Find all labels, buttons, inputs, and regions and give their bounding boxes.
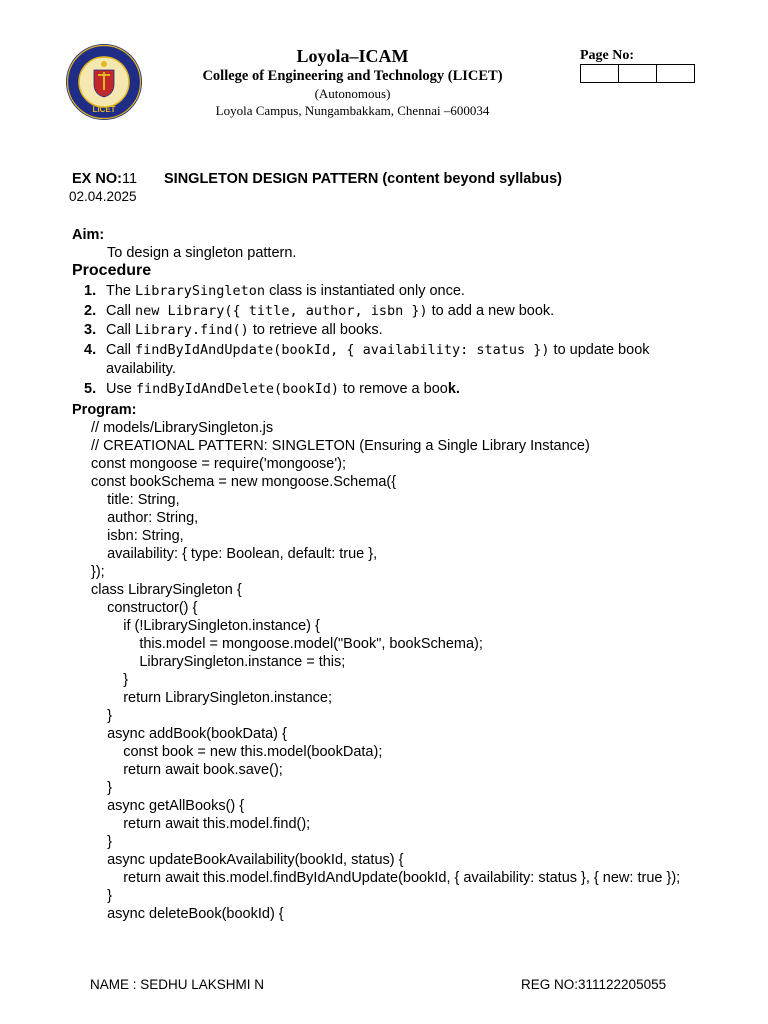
procedure-step	[84, 380, 714, 400]
footer-student-name: NAME : SEDHU LAKSHMI N	[90, 977, 265, 992]
step-text: k.	[447, 380, 460, 397]
step-text: Use	[106, 380, 136, 397]
step-code: LibrarySingleton	[135, 283, 266, 299]
code-line: // models/LibrarySingleton.js	[91, 420, 274, 436]
page-no-box	[580, 64, 619, 83]
code-line: constructor() {	[91, 600, 198, 616]
procedure-step	[84, 302, 714, 322]
code-line: });	[91, 564, 105, 580]
procedure-step	[84, 341, 714, 380]
procedure-step	[84, 321, 714, 341]
code-line: return await book.save();	[91, 762, 283, 778]
code-line: const mongoose = require('mongoose');	[91, 456, 346, 472]
college-name: College of Engineering and Technology (LICET)	[202, 68, 503, 84]
step-text: to retrieve all books.	[248, 322, 383, 338]
footer-reg-no: REG NO:311122205055	[521, 977, 667, 992]
step-number: 2.	[84, 302, 97, 319]
step-number: 4.	[84, 341, 97, 358]
step-code: findByIdAndUpdate(bookId, { availability: status })	[135, 341, 550, 358]
code-line: author: String,	[91, 510, 199, 526]
code-block	[91, 419, 751, 923]
procedure-step	[84, 282, 714, 302]
code-line: }	[91, 708, 112, 724]
step-code: Library.find()	[135, 322, 249, 338]
college-logo	[64, 42, 144, 122]
step-text: The	[106, 283, 136, 299]
code-line: const book = new this.model(bookData);	[91, 744, 383, 760]
page-no-box	[656, 64, 695, 83]
code-line: return LibrarySingleton.instance;	[91, 690, 332, 706]
code-line: availability: { type: Boolean, default: true },	[91, 546, 378, 562]
aim-heading: Aim:	[72, 227, 105, 243]
code-line: }	[91, 780, 112, 796]
exercise-title: SINGLETON DESIGN PATTERN (content beyond syllabus)	[164, 171, 562, 187]
code-line: return await this.model.find();	[91, 816, 311, 832]
step-text: Call	[106, 302, 136, 319]
code-line: this.model = mongoose.model("Book", bookSchema);	[91, 636, 483, 652]
step-text: Call	[106, 322, 136, 338]
exercise-date: 02.04.2025	[69, 189, 137, 204]
step-text: Call	[106, 341, 136, 358]
procedure-heading: Procedure	[72, 262, 152, 279]
step-text: class is instantiated only once.	[265, 283, 465, 299]
code-line: async updateBookAvailability(bookId, status) {	[91, 852, 404, 868]
code-line: }	[91, 834, 112, 850]
page-no-label: Page No:	[580, 48, 635, 63]
code-line: LibrarySingleton.instance = this;	[91, 654, 346, 670]
exercise-number	[72, 171, 137, 187]
code-line: // CREATIONAL PATTERN: SINGLETON (Ensuring a Single Library Instance)	[91, 438, 590, 454]
logo-name: LICET	[92, 105, 116, 114]
step-number: 5.	[84, 380, 97, 397]
procedure-list	[84, 282, 714, 399]
college-status: (Autonomous)	[314, 86, 391, 101]
step-text: to update book availability.	[106, 341, 650, 377]
ex-no-label: EX NO:	[72, 171, 122, 187]
code-line: }	[91, 672, 129, 688]
code-line: async getAllBooks() {	[91, 798, 245, 814]
code-line: if (!LibrarySingleton.instance) {	[91, 618, 320, 634]
code-line: title: String,	[91, 492, 180, 508]
ex-no-value: 11	[121, 171, 138, 187]
code-line: isbn: String,	[91, 528, 184, 544]
institution-name: Loyola–ICAM	[296, 46, 409, 66]
step-number: 3.	[84, 322, 97, 338]
step-text: to remove a boo	[339, 380, 448, 397]
code-line: return await this.model.findByIdAndUpdate(bookId, { availability: status }, { new: true });	[91, 870, 681, 886]
page-no-box	[618, 64, 657, 83]
step-number: 1.	[84, 283, 97, 299]
college-address: Loyola Campus, Nungambakkam, Chennai –600034	[215, 103, 490, 118]
page-no-boxes	[580, 64, 695, 83]
program-heading: Program:	[72, 402, 137, 418]
step-text: to add a new book.	[427, 302, 555, 319]
code-line: class LibrarySingleton {	[91, 582, 242, 598]
code-line: async addBook(bookData) {	[91, 726, 287, 742]
code-line: const bookSchema = new mongoose.Schema({	[91, 474, 397, 490]
aim-text: To design a singleton pattern.	[107, 245, 297, 261]
code-line: }	[91, 888, 112, 904]
code-line: async deleteBook(bookId) {	[91, 906, 284, 922]
step-code: findByIdAndDelete(bookId)	[135, 380, 340, 397]
step-code: new Library({ title, author, isbn })	[135, 302, 428, 319]
